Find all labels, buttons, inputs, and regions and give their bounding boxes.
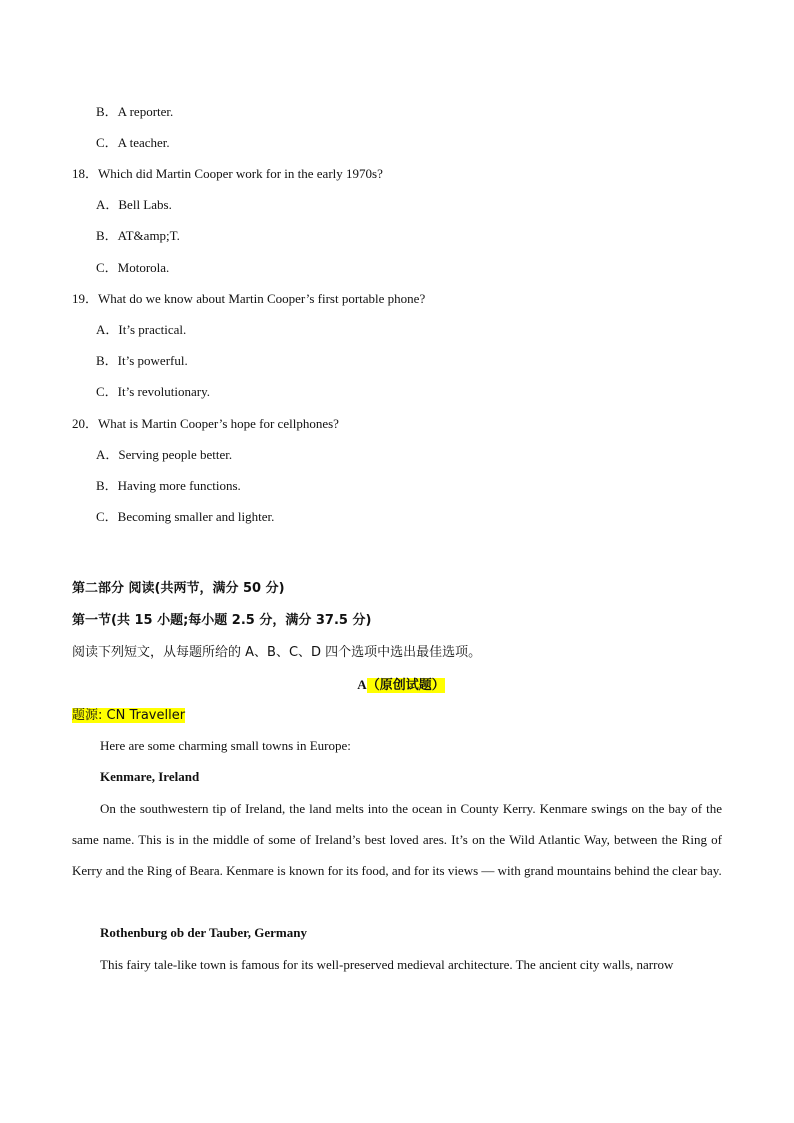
- q20-option-b: B．Having more functions.: [96, 478, 241, 493]
- q20-option-a: A．Serving people better.: [96, 447, 233, 462]
- reading-instruction: 阅读下列短文，从每题所给的 A、B、C、D 四个选项中选出最佳选项。: [72, 645, 482, 660]
- town1-paragraph: On the southwestern tip of Ireland, the land melts into the ocean in County Kerry. Kenmare swings on the bay of the same name. This is in the middle of some of Ireland’s best loved ares. It’s on the Wild Atlantic Way, between the Ring of Kerry and the Ring of Beara. Kenmare is known for its food, and for its views — with grand mountains behind the clear bay.: [72, 801, 722, 878]
- section-one-heading: 第一节(共 15 小题;每小题 2.5 分，满分 37.5 分): [72, 613, 372, 628]
- q19-option-c: C．It’s revolutionary.: [96, 384, 210, 399]
- q18-option-c: C．Motorola.: [96, 260, 170, 275]
- q19-option-a: A．It’s practical.: [96, 322, 187, 337]
- q19-option-b: B．It’s powerful.: [96, 353, 188, 368]
- passage-intro: Here are some charming small towns in Europe:: [100, 738, 351, 753]
- passage-letter: A: [357, 677, 367, 692]
- source-label: 题源: CN Traveller: [72, 708, 186, 723]
- original-question-tag: （原创试题）: [366, 678, 445, 693]
- town1-title: Kenmare, Ireland: [100, 769, 200, 784]
- q20-option-c: C．Becoming smaller and lighter.: [96, 509, 275, 524]
- town2-paragraph: This fairy tale-like town is famous for its well-preserved medieval architecture. The ancient city walls, narrow: [100, 957, 674, 972]
- part-two-heading: 第二部分 阅读(共两节，满分 50 分): [72, 581, 285, 596]
- q18-option-b: B．AT&amp;T.: [96, 228, 180, 243]
- q18-stem: 18．Which did Martin Cooper work for in the early 1970s?: [72, 166, 383, 181]
- passage-title: [0, 677, 794, 694]
- town2-title: Rothenburg ob der Tauber, Germany: [100, 925, 307, 940]
- q20-stem: 20．What is Martin Cooper’s hope for cellphones?: [72, 416, 339, 431]
- source-line: [72, 707, 185, 724]
- q17-option-c: C．A teacher.: [96, 135, 170, 150]
- q19-stem: 19．What do we know about Martin Cooper’s first portable phone?: [72, 291, 426, 306]
- q18-option-a: A．Bell Labs.: [96, 197, 172, 212]
- q17-option-b: B．A reporter.: [96, 104, 174, 119]
